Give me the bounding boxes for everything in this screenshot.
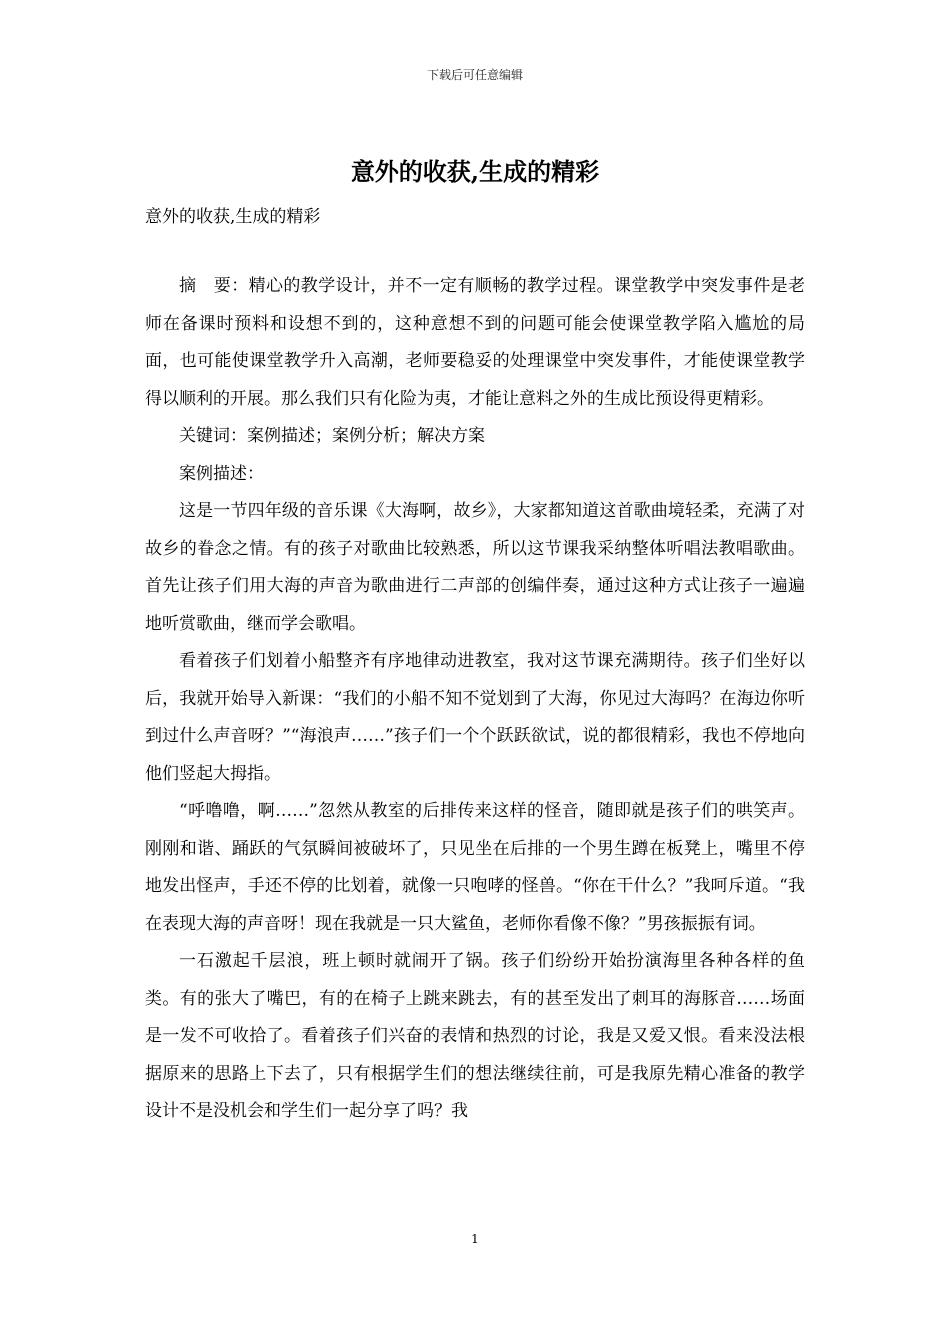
paragraph-keywords: 关键词：案例描述；案例分析；解决方案 [179, 426, 485, 446]
paragraph: 一石激起千层浪，班上顿时就闹开了锅。孩子们纷纷开始扮演海里各种各样的鱼类。有的张大了嘴巴，有的在椅子上跳来跳去，有的甚至发出了刺耳的海豚音……场面是一发不可收拾了。看着孩子们兴奋的表情和热烈的讨论，我是又爱又恨。看来没法根据原来的思路上下去了，只有根据学生们的想法继续往前，可是我原先精心准备的教学设计不是没机会和学生们一起分享了吗？我 [145, 951, 805, 1121]
paragraph-abstract: 摘 要：精心的教学设计，并不一定有顺畅的教学过程。课堂教学中突发事件是老师在备课时预料和设想不到的，这种意想不到的问题可能会使课堂教学陷入尴尬的局面，也可能使课堂教学升入高潮，老师要稳妥的处理课堂中突发事件，才能使课堂教学得以顺利的开展。那么我们只有化险为夷，才能让意料之外的生成比预设得更精彩。 [145, 276, 805, 409]
paragraph-case-heading: 案例描述： [179, 463, 264, 484]
document-title: 意外的收获,生成的精彩 [350, 157, 600, 186]
page-header: 下载后可任意编辑 [426, 68, 523, 82]
paragraph: “呼噜噜，啊……”忽然从教室的后排传来这样的怪音，随即就是孩子们的哄笑声。刚刚和谐、踊跃的气氛瞬间被破坏了，只见坐在后排的一个男生蹲在板凳上，嘴里不停地发出怪声，手还不停的比划着，就像一只咆哮的怪兽。“你在干什么？”我呵斥道。“我在表现大海的声音呀！现在我就是一只大鲨鱼，老师你看像不像？”男孩振振有词。 [145, 801, 805, 934]
paragraph: 看着孩子们划着小船整齐有序地律动进教室，我对这节课充满期待。孩子们坐好以后，我就开始导入新课：“我们的小船不知不觉划到了大海，你见过大海吗？在海边你听到过什么声音呀？”“海浪声……”孩子们一个个跃跃欲试，说的都很精彩，我也不停地向他们竖起大拇指。 [145, 651, 805, 784]
document-subtitle: 意外的收获,生成的精彩 [145, 207, 321, 227]
document-body [145, 268, 805, 1131]
page-number: 1 [471, 1232, 479, 1246]
paragraph: 这是一节四年级的音乐课《大海啊，故乡》，大家都知道这首歌曲境轻柔，充满了对故乡的眷念之情。有的孩子对歌曲比较熟悉，所以这节课我采纳整体听唱法教唱歌曲。首先让孩子们用大海的声音为歌曲进行二声部的创编伴奏，通过这种方式让孩子一遍遍地听赏歌曲，继而学会歌唱。 [145, 501, 805, 634]
